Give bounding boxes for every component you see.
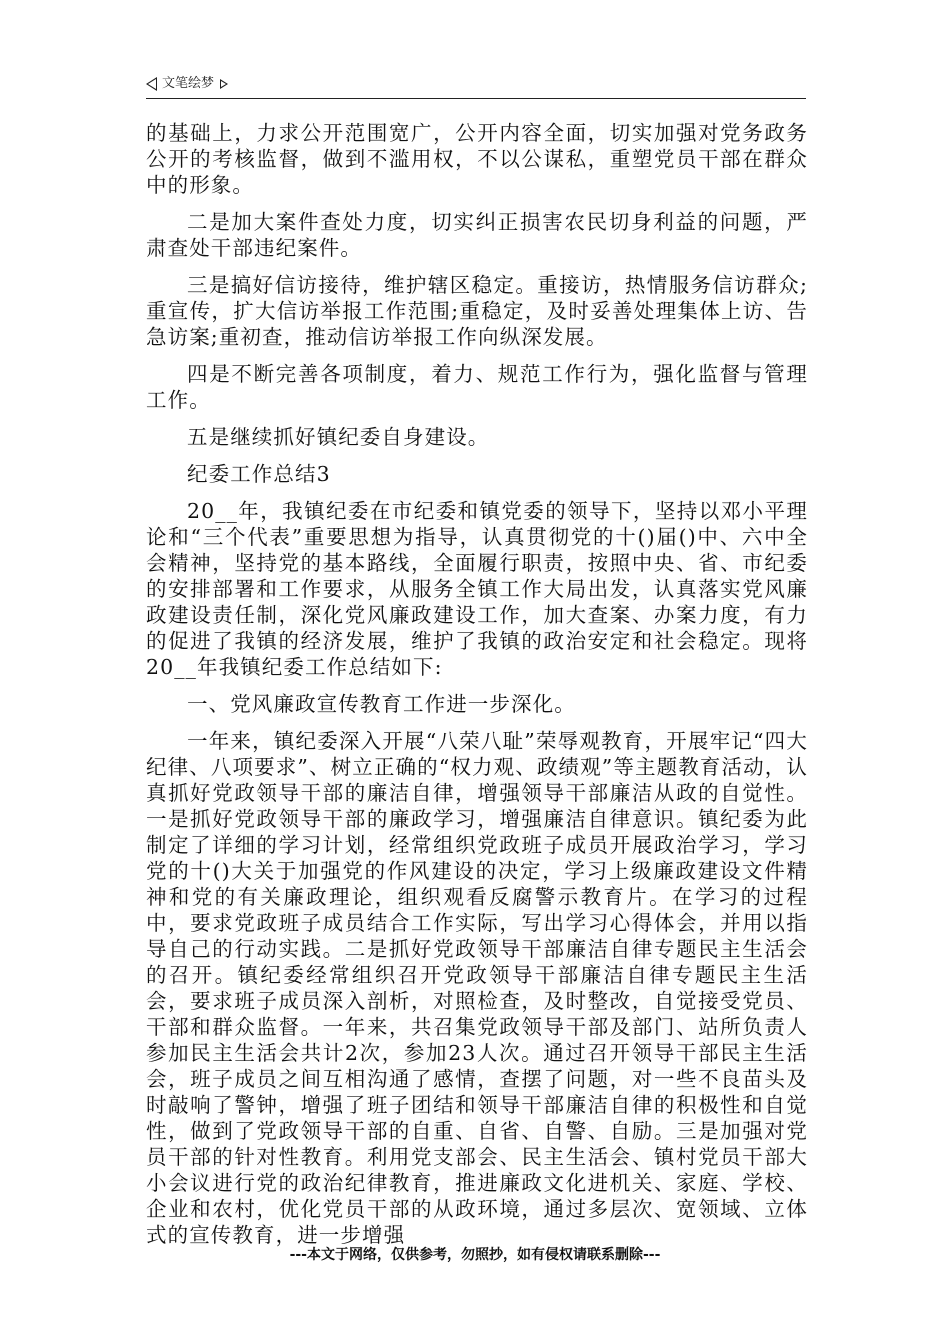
triangle-right-icon	[220, 79, 228, 89]
section-heading: 一、党风廉政宣传教育工作进一步深化。	[187, 692, 576, 716]
paragraph: 20__年，我镇纪委在市纪委和镇党委的领导下，坚持以邓小平理论和“三个代表”重要思想为指导，认真贯彻党的十()届()中、六中全会精神，坚持党的基本路线，全面履行职责，按照中央、省、市纪委的安排部署和工作要求，从服务全镇工作大局出发，认真落实党风廉政建设责任制，深化党风廉政建设工作，加大查案、办案力度，有力的促进了我镇的经济发展，维护了我镇的政治安定和社会稳定。现将20__年我镇纪委工作总结如下:	[146, 499, 808, 679]
footer-notice: ---本文于网络，仅供参考，勿照抄，如有侵权请联系删除---	[289, 1247, 661, 1263]
paragraph: 四是不断完善各项制度，着力、规范工作行为，强化监督与管理工作。	[146, 362, 808, 412]
triangle-left-icon	[146, 77, 157, 91]
page-header	[146, 76, 806, 99]
paragraph: 的基础上，力求公开范围宽广，公开内容全面，切实加强对党务政务公开的考核监督，做到不滥用权，不以公谋私，重塑党员干部在群众中的形象。	[146, 121, 808, 197]
brand-name: 文笔绘梦	[162, 76, 215, 91]
document-body	[146, 120, 808, 1259]
paragraph: 五是继续抓好镇纪委自身建设。	[187, 425, 490, 449]
paragraph: 三是搞好信访接待，维护辖区稳定。重接访，热情服务信访群众;重宣传，扩大信访举报工作范围;重稳定，及时妥善处理集体上访、告急访案;重初查，推动信访举报工作向纵深发展。	[146, 273, 808, 349]
brand	[146, 76, 228, 92]
paragraph: 二是加大案件查处力度，切实纠正损害农民切身利益的问题，严肃查处干部违纪案件。	[146, 210, 808, 260]
section-title: 纪委工作总结3	[187, 462, 331, 486]
paragraph: 一年来，镇纪委深入开展“八荣八耻”荣辱观教育，开展牢记“四大纪律、八项要求”、树立正确的“权力观、政绩观”等主题教育活动，认真抓好党政领导干部的廉洁自律，增强领导干部廉洁从政的自觉性。一是抓好党政领导干部的廉政学习，增强廉洁自律意识。镇纪委为此制定了详细的学习计划，经常组织党政班子成员开展政治学习，学习党的十()大关于加强党的作风建设的决定，学习上级廉政建设文件精神和党的有关廉政理论，组织观看反腐警示教育片。在学习的过程中，要求党政班子成员结合工作实际，写出学习心得体会，并用以指导自己的行动实践。二是抓好党政领导干部廉洁自律专题民主生活会的召开。镇纪委经常组织召开党政领导干部廉洁自律专题民主生活会，要求班子成员深入剖析，对照检查，及时整改，自觉接受党员、干部和群众监督。一年来，共召集党政领导干部及部门、站所负责人参加民主生活会共计2次，参加23人次。通过召开领导干部民主生活会，班子成员之间互相沟通了感情，查摆了问题，对一些不良苗头及时敲响了警钟，增强了班子团结和领导干部廉洁自律的积极性和自觉性，做到了党政领导干部的自重、自省、自警、自励。三是加强对党员干部的针对性教育。利用党支部会、民主生活会、镇村党员干部大小会议进行党的政治纪律教育，推进廉政文化进机关、家庭、学校、企业和农村，优化党员干部的从政环境，通过多层次、宽领域、立体式的宣传教育，进一步增强	[146, 729, 808, 1247]
